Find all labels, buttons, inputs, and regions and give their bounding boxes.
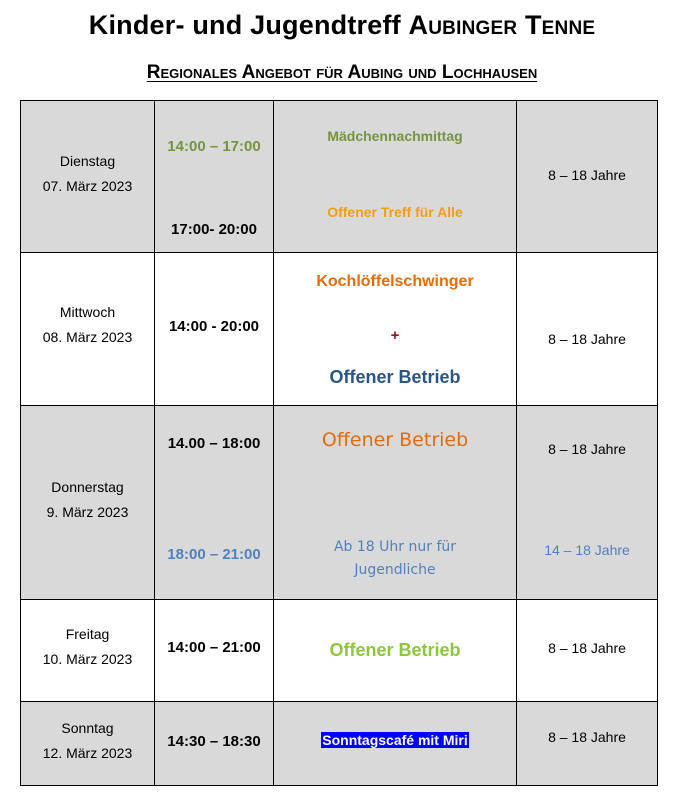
table-row-mittwoch [21,253,657,406]
page-title [0,10,684,41]
day-name: Donnerstag [51,479,124,495]
table-row-sonntag [21,702,657,785]
day-name: Mittwoch [59,304,116,320]
age-cell [517,406,657,599]
time-cell [155,406,274,599]
day-cell [21,600,155,701]
time-slot-1: 14.00 – 18:00 [167,435,261,452]
age-cell [517,101,657,252]
age-range: 8 – 18 Jahre [548,640,626,656]
age-range: 8 – 18 Jahre [548,331,626,347]
age-cell [517,253,657,405]
day-date: 12. März 2023 [42,745,133,761]
offer-cell [274,101,517,252]
age-cell [517,702,657,785]
offer-2-line-2: Jugendliche [354,562,436,578]
offer-2: Offener Treff für Alle [327,204,463,220]
time-cell [155,702,274,785]
offer-1: Mädchennachmittag [327,128,463,144]
page-subtitle: Regionales Angebot für Aubing und Lochhausen [146,62,538,83]
plus-sign: + [390,327,400,344]
day-cell [21,702,155,785]
offer-2: Offener Betrieb [329,367,461,387]
age-range-2: 14 – 18 Jahre [544,542,630,558]
offer-1: Sonntagscafé mit Miri [322,732,468,748]
table-row-donnerstag [21,406,657,600]
time-cell [155,600,274,701]
age-range: 8 – 18 Jahre [548,729,626,745]
day-date: 9. März 2023 [46,504,129,520]
day-date: 10. März 2023 [42,651,133,667]
offer-cell [274,702,517,785]
age-range-1: 8 – 18 Jahre [548,441,626,457]
offer-1: Offener Betrieb [321,429,469,451]
time-slot-1: 14:00 – 17:00 [167,138,261,155]
schedule-table [20,100,658,786]
day-cell [21,406,155,599]
offer-1-wrapper [274,732,516,748]
offer-1: Offener Betrieb [329,640,461,660]
time-cell [155,253,274,405]
table-row-dienstag [21,101,657,253]
offer-2-line-1: Ab 18 Uhr nur für [333,539,456,555]
time-slot-1: 14:00 – 21:00 [167,639,261,656]
title-name: Aubinger Tenne [408,10,596,40]
time-slot-2: 18:00 – 21:00 [167,546,261,563]
title-prefix: Kinder- und Jugendtreff [88,10,409,40]
offer-cell [274,406,517,599]
table-row-freitag [21,600,657,702]
day-cell [21,253,155,405]
day-name: Dienstag [59,153,116,169]
time-slot-1: 14:00 - 20:00 [168,318,260,335]
time-slot-1: 14:30 – 18:30 [167,733,261,750]
age-cell [517,600,657,701]
time-slot-2: 17:00- 20:00 [171,221,257,238]
age-range: 8 – 18 Jahre [548,167,626,183]
day-cell [21,101,155,252]
day-name: Freitag [65,626,110,642]
day-date: 07. März 2023 [42,178,133,194]
offer-1: Kochlöffelschwinger [316,273,474,290]
day-name: Sonntag [61,720,114,736]
offer-cell [274,253,517,405]
time-cell [155,101,274,252]
day-date: 08. März 2023 [42,329,133,345]
offer-cell [274,600,517,701]
